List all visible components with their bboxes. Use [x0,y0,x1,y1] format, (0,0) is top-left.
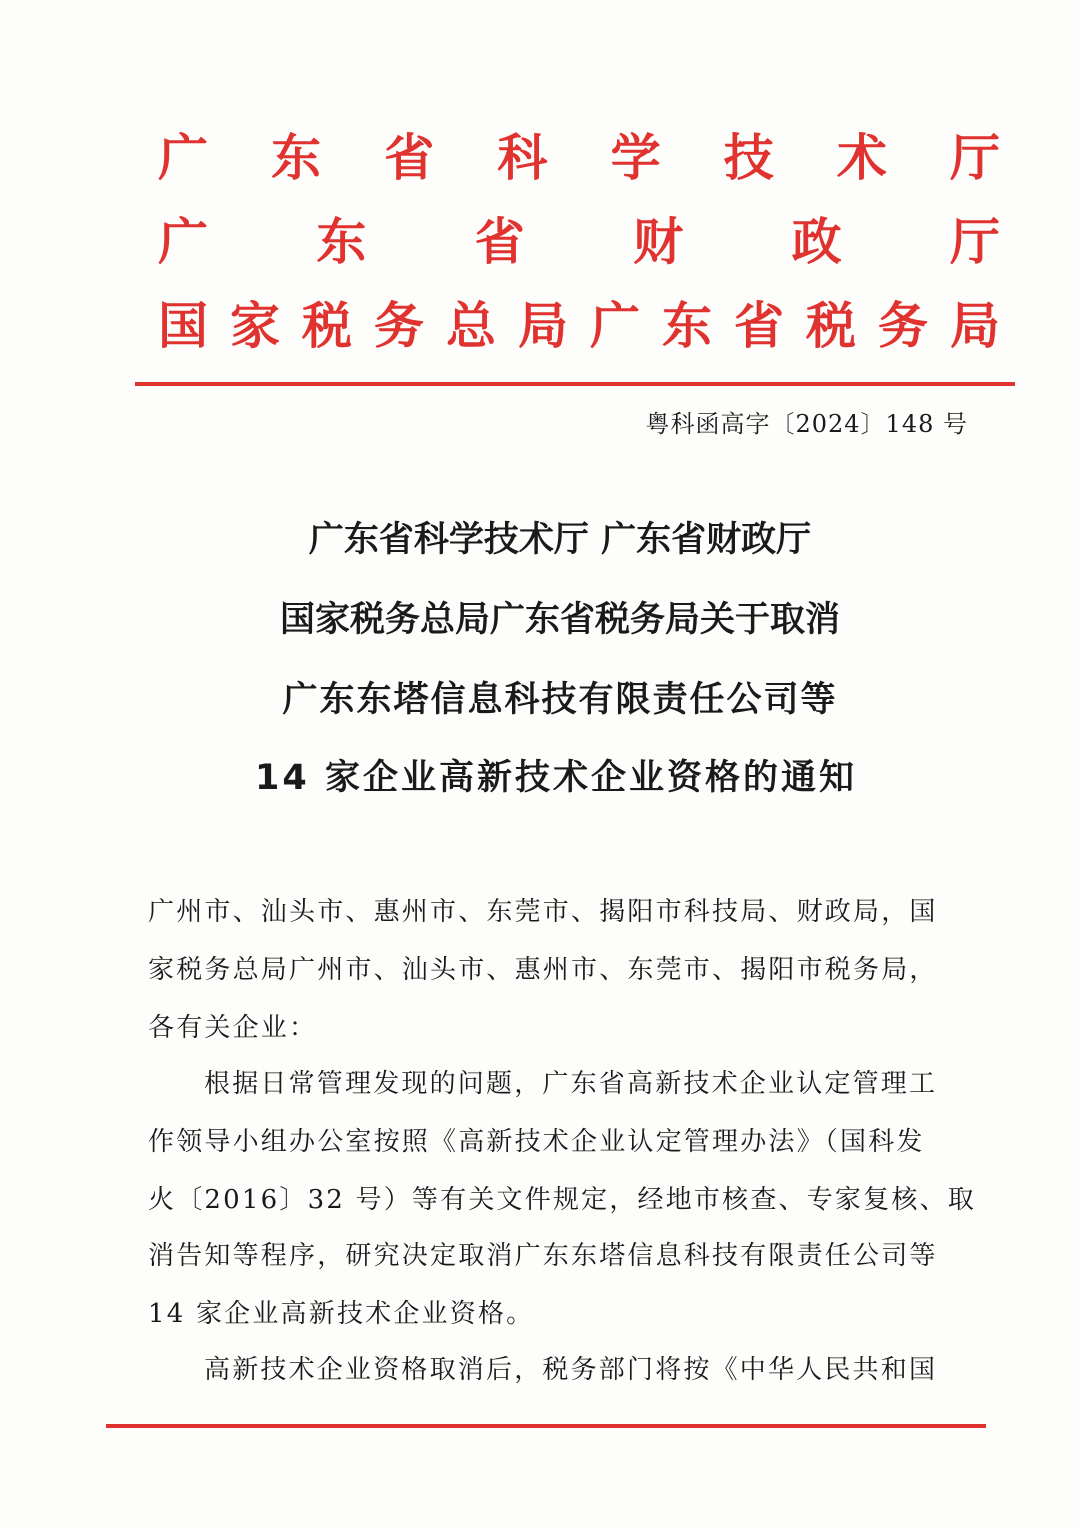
document-number: 粤科函高字〔2024〕148 号 [645,410,968,438]
title-line-2: 国家税务总局广东省税务局关于取消 [279,600,840,640]
masthead-char: 科 [497,128,548,187]
masthead-char: 厅 [949,128,1000,187]
masthead-char: 厅 [949,212,1000,271]
masthead-char: 技 [723,128,774,187]
masthead-char: 总 [446,296,496,355]
masthead-char: 局 [950,296,1000,355]
masthead-char: 税 [302,296,352,355]
addressee-line: 广州市、汕头市、惠州市、东莞市、揭阳市科技局、财政局，国 [148,897,938,927]
masthead-line-2 [158,212,1000,272]
masthead-char: 学 [610,128,661,187]
paragraph-line: 根据日常管理发现的问题，广东省高新技术企业认定管理工 [204,1069,938,1099]
masthead-char: 术 [836,128,887,187]
masthead-divider [135,382,1015,386]
masthead-line-3 [158,296,1000,356]
masthead-char: 东 [271,128,322,187]
paragraph-line: 作领导小组办公室按照《高新技术企业认定管理办法》（国科发 [148,1127,925,1157]
title-line-1: 广东省科学技术厅 广东省财政厅 [308,520,812,560]
masthead-char: 国 [158,296,208,355]
masthead-char: 务 [878,296,928,355]
paragraph-line: 火〔2016〕32 号）等有关文件规定，经地市核查、专家复核、取 [148,1185,976,1215]
addressee-line: 各有关企业： [148,1013,318,1043]
title-line-4: 14 家企业高新技术企业资格的通知 [255,758,857,798]
masthead-char: 广 [590,296,640,355]
masthead-char: 东 [662,296,712,355]
masthead-char: 政 [791,212,842,271]
addressee-line: 家税务总局广州市、汕头市、惠州市、东莞市、揭阳市税务局， [148,955,938,985]
paragraph-line: 14 家企业高新技术企业资格。 [148,1299,535,1329]
title-line-3: 广东东塔信息科技有限责任公司等 [282,680,838,720]
masthead-char: 东 [316,212,367,271]
masthead-char: 财 [633,212,684,271]
paragraph-line: 高新技术企业资格取消后，税务部门将按《中华人民共和国 [204,1355,938,1385]
masthead-char: 省 [734,296,784,355]
masthead-char: 广 [158,212,208,271]
paragraph-line: 消告知等程序，研究决定取消广东东塔信息科技有限责任公司等 [148,1241,938,1271]
masthead-char: 省 [474,212,525,271]
masthead-line-1 [158,128,1000,188]
footer-divider [106,1424,986,1428]
masthead-char: 家 [230,296,280,355]
masthead-char: 税 [806,296,856,355]
masthead-char: 广 [158,128,208,187]
masthead-char: 局 [518,296,568,355]
masthead-char: 省 [384,128,435,187]
masthead-char: 务 [374,296,424,355]
